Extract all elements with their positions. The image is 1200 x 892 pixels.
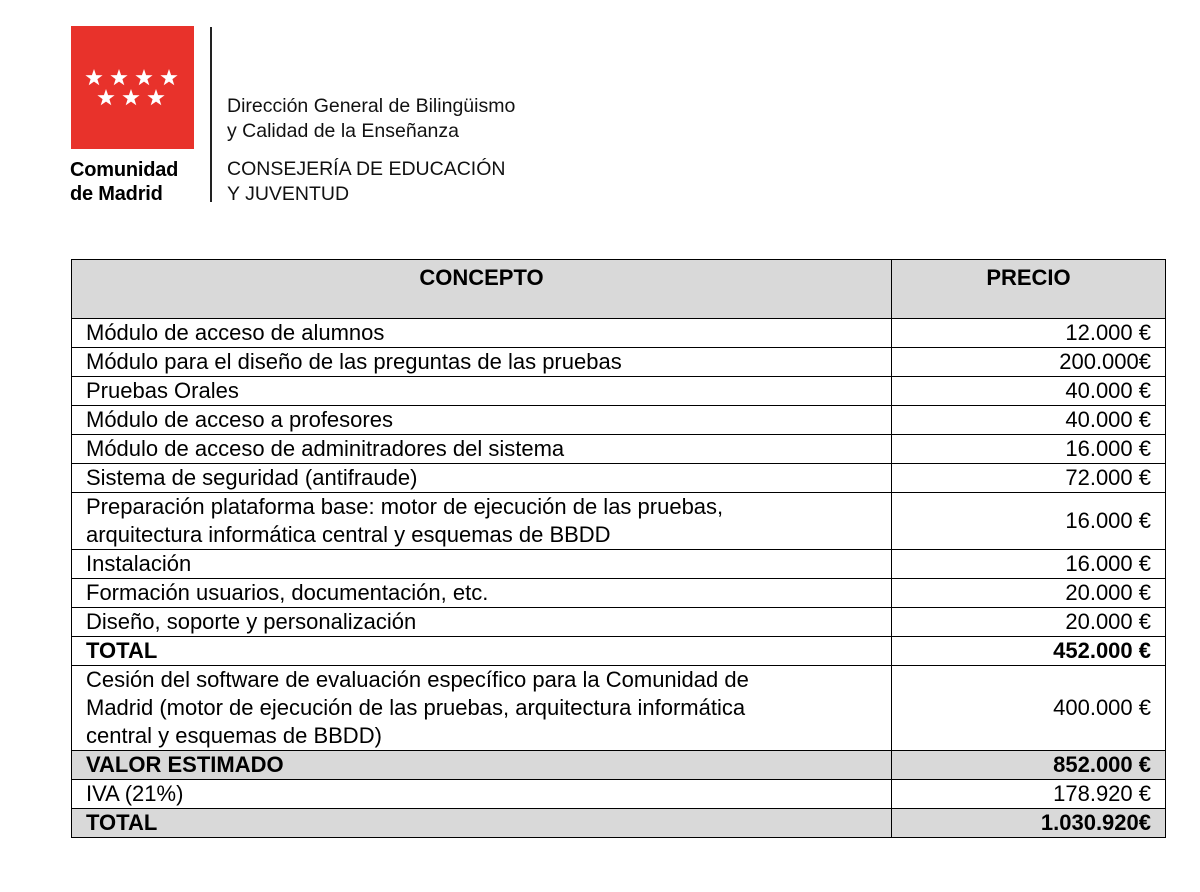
vat-label: IVA (21%) [72, 780, 892, 809]
vat-amount: 178.920 € [892, 780, 1166, 809]
concept-line: Preparación plataforma base: motor de ejecución de las pruebas, [86, 494, 724, 519]
price-cell: 16.000 € [892, 550, 1166, 579]
estimated-value-amount: 852.000 € [892, 751, 1166, 780]
table-row [72, 579, 1166, 608]
price-cell: 16.000 € [892, 493, 1166, 550]
concept-line: arquitectura informática central y esquemas de BBDD [86, 522, 611, 547]
concept-line: Madrid (motor de ejecución de las pruebas, arquitectura informática [86, 695, 746, 720]
table-row [72, 348, 1166, 377]
table-row [72, 319, 1166, 348]
grand-total-amount: 1.030.920€ [892, 809, 1166, 838]
table-header-row [72, 260, 1166, 319]
department-line2: y Calidad de la Enseñanza [227, 120, 459, 142]
budget-table [71, 259, 1166, 838]
concept-line: Cesión del software de evaluación específico para la Comunidad de [86, 667, 749, 692]
logo-organization-name [70, 158, 178, 206]
comunidad-madrid-logo [71, 26, 194, 149]
concept-cell: Módulo de acceso a profesores [72, 406, 892, 435]
table-row [72, 493, 1166, 550]
cession-price: 400.000 € [892, 666, 1166, 751]
concept-cell: Diseño, soporte y personalización [72, 608, 892, 637]
table-row [72, 406, 1166, 435]
cession-concept [72, 666, 892, 751]
concept-cell: Módulo para el diseño de las preguntas de las pruebas [72, 348, 892, 377]
logo-name-line2: de Madrid [70, 183, 163, 205]
price-cell: 40.000 € [892, 406, 1166, 435]
concept-cell: Pruebas Orales [72, 377, 892, 406]
price-cell: 20.000 € [892, 608, 1166, 637]
department-name [227, 94, 515, 144]
concept-cell: Sistema de seguridad (antifraude) [72, 464, 892, 493]
price-cell: 200.000€ [892, 348, 1166, 377]
document-header [0, 0, 1200, 230]
concept-column-header: CONCEPTO [72, 260, 892, 319]
price-cell: 12.000 € [892, 319, 1166, 348]
concept-cell: Formación usuarios, documentación, etc. [72, 579, 892, 608]
header-divider [210, 27, 212, 202]
concept-cell: Módulo de acceso de adminitradores del sistema [72, 435, 892, 464]
department-line1: Dirección General de Bilingüismo [227, 95, 516, 117]
subtotal-label: TOTAL [72, 637, 892, 666]
subtotal-row [72, 637, 1166, 666]
subtotal-value: 452.000 € [892, 637, 1166, 666]
table-row [72, 377, 1166, 406]
seven-white-stars-icon [71, 26, 194, 149]
price-cell: 20.000 € [892, 579, 1166, 608]
ministry-line2: Y JUVENTUD [227, 183, 350, 205]
vat-row [72, 780, 1166, 809]
grand-total-label: TOTAL [72, 809, 892, 838]
price-column-header: PRECIO [892, 260, 1166, 319]
concept-cell: Instalación [72, 550, 892, 579]
table-row [72, 464, 1166, 493]
table-row [72, 435, 1166, 464]
estimated-value-row [72, 751, 1166, 780]
concept-line: central y esquemas de BBDD) [86, 723, 382, 748]
price-cell: 72.000 € [892, 464, 1166, 493]
price-cell: 16.000 € [892, 435, 1166, 464]
table-row [72, 550, 1166, 579]
concept-cell [72, 493, 892, 550]
ministry-line1: CONSEJERÍA DE EDUCACIÓN [227, 158, 506, 180]
grand-total-row [72, 809, 1166, 838]
estimated-value-label: VALOR ESTIMADO [72, 751, 892, 780]
table-row [72, 608, 1166, 637]
logo-name-line1: Comunidad [70, 159, 179, 181]
cession-row [72, 666, 1166, 751]
price-cell: 40.000 € [892, 377, 1166, 406]
ministry-name [227, 157, 505, 207]
concept-cell: Módulo de acceso de alumnos [72, 319, 892, 348]
